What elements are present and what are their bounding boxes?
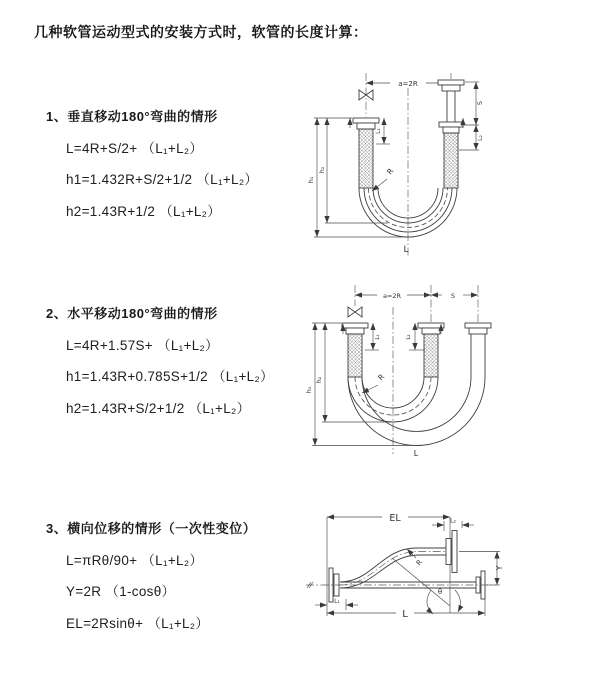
flange: [353, 118, 379, 123]
section-1-heading: 1、垂直移动180°弯曲的情形: [46, 109, 218, 124]
hose-arc: [348, 377, 485, 446]
section-3-heading: 3、横向位移的情形（一次性变位）: [46, 521, 257, 536]
flange: [469, 328, 487, 334]
valve-icon: [366, 90, 373, 100]
section-vertical-movement: [46, 106, 316, 220]
flange: [342, 323, 368, 328]
valve-icon: [359, 90, 366, 100]
dim-label-l1: L₁: [375, 128, 382, 134]
dim-label-s: S: [476, 100, 484, 106]
dim-label-s: S: [450, 292, 456, 300]
dim-label-l: L: [413, 449, 419, 458]
angle-arc: [455, 590, 460, 612]
dim-label-el: EL: [389, 513, 401, 524]
dim-label-l2: L₂: [406, 334, 412, 340]
formula-h1: h1=1.43R+0.785S+1/2 （L₁+L₂）: [66, 369, 274, 384]
dim-label-r: R: [384, 166, 396, 177]
flange: [439, 122, 463, 127]
flange: [442, 85, 460, 91]
dim-label-h1: h₁: [305, 386, 313, 394]
dim-label-h2: h₂: [315, 376, 323, 384]
flange: [422, 328, 440, 334]
page-title: 几种软管运动型式的安装方式时，软管的长度计算：: [34, 24, 368, 40]
braided-hose: [444, 133, 458, 188]
dim-label-r: R: [414, 558, 425, 568]
formula-length: L=πRθ/90+ （L₁+L₂）: [66, 552, 204, 568]
dim-label-l2: L₂: [477, 135, 484, 141]
dim-label-y: Y: [495, 565, 504, 571]
diagram-vertical-bend: [306, 70, 554, 262]
flange: [446, 539, 451, 565]
braided-hose: [359, 129, 373, 188]
dim-label-l2: L₂: [450, 517, 456, 525]
dim-label-l1: L₁: [334, 598, 340, 605]
formula-h1: h1=1.432R+S/2+1/2 （L₁+L₂）: [66, 172, 259, 187]
valve-icon: [355, 307, 362, 317]
section-horizontal-movement: [46, 303, 316, 417]
braided-hose: [424, 334, 438, 377]
dim-label-theta: θ: [437, 588, 443, 596]
formula-length: L=4R+S/2+ （L₁+L₂）: [66, 140, 204, 156]
formula-length: L=4R+1.57S+ （L₁+L₂）: [66, 337, 219, 353]
section-2-heading: 2、水平移动180°弯曲的情形: [46, 306, 218, 321]
hose-centerline: [340, 552, 446, 586]
angle-arc: [427, 590, 433, 614]
dim-label-l: L: [402, 609, 408, 620]
flange: [346, 328, 364, 334]
flange: [452, 531, 457, 573]
flange: [465, 323, 491, 328]
diagram-horizontal-bend: [303, 282, 600, 464]
radius-leader: [407, 549, 416, 558]
dim-label-h1: h₁: [307, 176, 315, 184]
formula-el: EL=2Rsinθ+ （L₁+L₂）: [66, 615, 210, 631]
dim-label-l1: L₁: [375, 334, 381, 340]
section-lateral-displacement: [46, 518, 316, 632]
flange: [443, 127, 459, 133]
dim-label-a2r: a=2R: [398, 80, 418, 88]
flange: [438, 80, 464, 85]
formula-y: Y=2R （1-cosθ）: [66, 584, 176, 599]
hose-wall: [340, 555, 446, 588]
valve-icon: [348, 307, 355, 317]
dim-label-r: R: [376, 372, 387, 383]
braided-hose: [348, 334, 362, 377]
dim-label-a2r: a=2R: [382, 292, 402, 300]
flange: [418, 323, 444, 328]
diagram-lateral-displacement: [300, 498, 600, 655]
dim-label-h2: h₂: [318, 166, 326, 174]
hose-wall: [340, 548, 446, 582]
flange: [357, 123, 375, 129]
formula-h2: h2=1.43R+1/2 （L₁+L₂）: [66, 203, 222, 219]
radius-leader: [372, 179, 387, 191]
formula-h2: h2=1.43R+S/2+1/2 （L₁+L₂）: [66, 400, 251, 416]
dim-label-l: L: [403, 245, 409, 255]
